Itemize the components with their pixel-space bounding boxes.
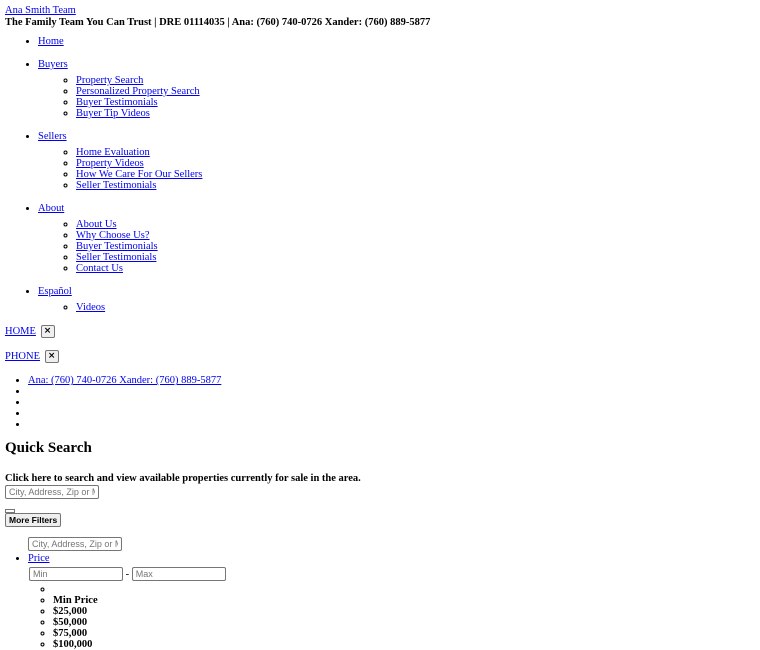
submenu-link-property-search[interactable]: Property Search xyxy=(76,75,144,87)
max-price-input[interactable] xyxy=(132,567,226,581)
price-filter-link[interactable]: Price xyxy=(28,553,50,565)
price-option-empty[interactable] xyxy=(53,584,755,595)
submenu-link-personalized-search[interactable]: Personalized Property Search xyxy=(76,86,200,98)
submenu-sellers xyxy=(38,147,755,191)
price-option[interactable]: ◦ $100,000 xyxy=(53,639,755,650)
submenu-about xyxy=(38,219,755,274)
price-option[interactable]: ◦ $50,000 xyxy=(53,617,755,628)
submenu-espanol xyxy=(38,302,755,313)
price-option[interactable]: ◦ $75,000 xyxy=(53,628,755,639)
menu-link-home[interactable]: • Home xyxy=(38,36,64,48)
empty-social-item xyxy=(28,386,755,397)
price-option[interactable]: ◦ $25,000 xyxy=(53,606,755,617)
submenu-link-about-buyer-testimonials[interactable]: Buyer Testimonials xyxy=(76,241,158,253)
submenu-link-videos[interactable]: Videos xyxy=(76,302,106,314)
close-icon[interactable]: × xyxy=(41,325,55,338)
main-menu xyxy=(5,36,755,313)
price-range-dash: - xyxy=(125,569,130,581)
menu-item-about xyxy=(38,203,755,274)
menu-item-espanol xyxy=(38,286,755,313)
menu-item-buyers xyxy=(38,59,755,119)
home-toggle-link[interactable]: HOME xyxy=(5,326,36,338)
menu-item-sellers xyxy=(38,131,755,191)
phone-toggle-link[interactable]: PHONE xyxy=(5,351,41,363)
price-option[interactable]: ◦ Min Price xyxy=(53,595,755,606)
home-toggle-row xyxy=(5,325,755,338)
empty-social-item xyxy=(28,397,755,408)
menu-link-espanol[interactable]: • Español xyxy=(38,286,72,298)
menu-item-home xyxy=(38,36,755,47)
quick-search-input[interactable] xyxy=(5,485,99,499)
submenu-link-buyer-tip-videos[interactable]: Buyer Tip Videos xyxy=(76,108,150,120)
filter-list xyxy=(5,537,755,564)
empty-social-item xyxy=(28,408,755,419)
quick-search-heading: Quick Search xyxy=(5,440,92,457)
phone-numbers-link[interactable]: Ana: (760) 740-0726 Xander: (760) 889-5877 xyxy=(28,375,222,387)
empty-social-item xyxy=(28,419,755,430)
quick-search-description: Click here to search and view available properties currently for sale in the area. xyxy=(5,473,361,485)
submenu-link-care-for-sellers[interactable]: How We Care For Our Sellers xyxy=(76,169,203,181)
menu-link-sellers[interactable]: • Sellers xyxy=(38,131,67,143)
price-range-row xyxy=(5,567,755,581)
submenu-link-about-seller-testimonials[interactable]: Seller Testimonials xyxy=(76,252,157,264)
submenu-link-contact-us[interactable]: Contact Us xyxy=(76,263,123,275)
submenu-link-buyer-testimonials[interactable]: Buyer Testimonials xyxy=(76,97,158,109)
min-price-input[interactable] xyxy=(29,567,123,581)
menu-link-buyers[interactable]: • Buyers xyxy=(38,59,68,71)
price-options-list xyxy=(5,584,755,650)
submenu-link-why-choose-us[interactable]: Why Choose Us? xyxy=(76,230,150,242)
submenu-link-about-us[interactable]: About Us xyxy=(76,219,117,231)
submenu-link-property-videos[interactable]: Property Videos xyxy=(76,158,144,170)
menu-link-about[interactable]: • About xyxy=(38,203,65,215)
submenu-link-home-evaluation[interactable]: Home Evaluation xyxy=(76,147,150,159)
phone-toggle-row xyxy=(5,350,755,363)
close-icon[interactable]: × xyxy=(45,350,59,363)
submenu-buyers xyxy=(38,75,755,119)
filter-search-input[interactable] xyxy=(28,537,122,551)
more-filters-button[interactable]: More Filters xyxy=(5,513,61,527)
phone-list xyxy=(5,375,755,429)
submenu-link-seller-testimonials[interactable]: Seller Testimonials xyxy=(76,180,157,192)
site-tagline: The Family Team You Can Trust | DRE 01114035 | Ana: (760) 740-0726 Xander: (760) 889-5877 xyxy=(5,17,431,29)
site-title-link[interactable]: Ana Smith Team xyxy=(5,5,76,16)
